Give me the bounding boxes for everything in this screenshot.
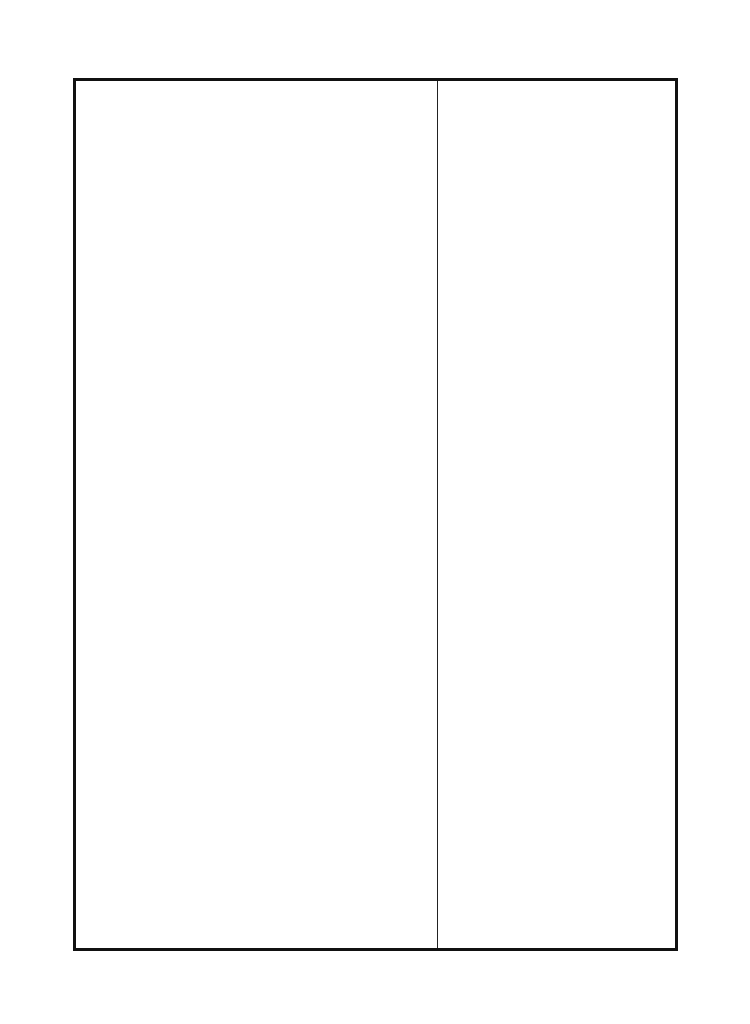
column-divider (437, 81, 438, 948)
product-table (73, 78, 678, 951)
